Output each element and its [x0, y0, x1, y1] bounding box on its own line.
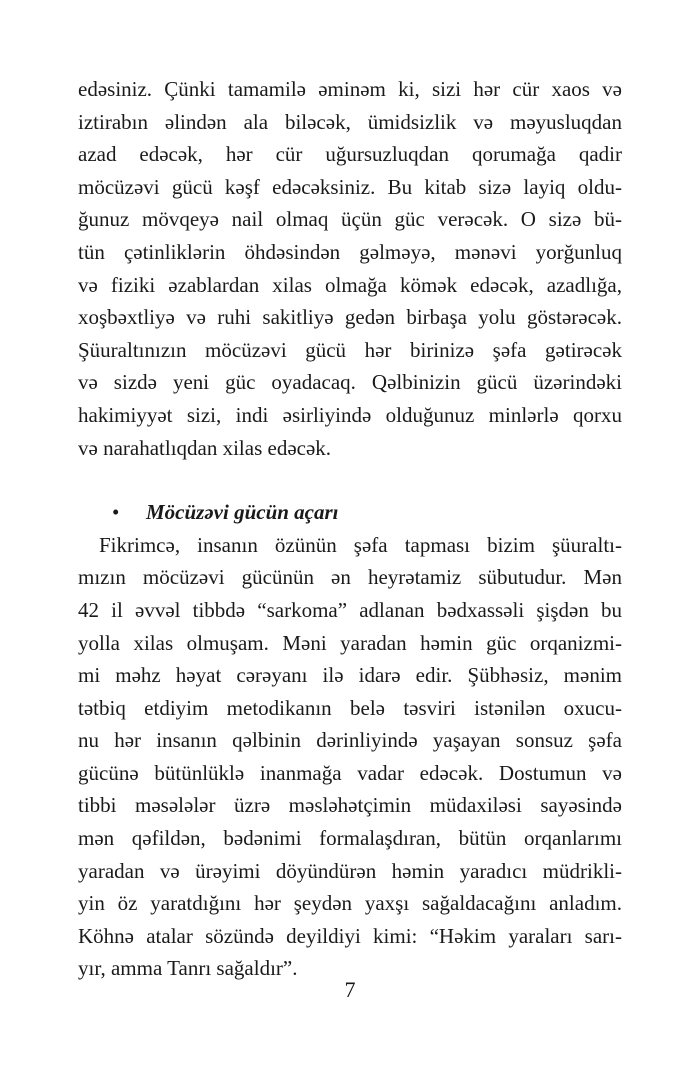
text-line: 42 il əvvəl tibbdə “sarkoma” adlanan bədxassəli şişdən bu: [78, 597, 622, 622]
text-line: tətbiq etdiyim metodikanın belə təsviri istənilən oxucu-: [78, 695, 622, 720]
paragraph-2: [78, 529, 622, 985]
text-line: tibbi məsələlər üzrə məsləhətçimin müdaxiləsi sayəsində: [78, 793, 622, 818]
text-line: gücünə bütünlüklə inanmağa vadar edəcək. Dostumun və: [78, 760, 622, 785]
text-line: Şüuraltınızın möcüzəvi gücü hər birinizə şəfa gətirəcək: [78, 337, 622, 362]
paragraph-1: [78, 73, 622, 464]
text-line: yolla xilas olmuşam. Məni yaradan həmin güc orqanizmi-: [78, 630, 622, 655]
text-line: və sizdə yeni güc oyadacaq. Qəlbinizin gücü üzərindəki: [78, 370, 622, 395]
text-line: azad edəcək, hər cür uğursuzluqdan qorumağa qadir: [78, 142, 622, 167]
section-heading-text: Möcüzəvi gücün açarı: [146, 500, 339, 525]
text-line: mi məhz həyat cərəyanı ilə idarə edir. Şübhəsiz, mənim: [78, 663, 622, 688]
page-number: 7: [344, 977, 356, 1002]
text-line: mən qəfildən, bədənimi formalaşdıran, bütün orqanlarımı: [78, 826, 622, 851]
bullet-icon: •: [112, 500, 120, 525]
text-line: nu hər insanın qəlbinin dərinliyində yaşayan sonsuz şəfa: [78, 728, 622, 753]
paragraph-gap: [78, 464, 622, 496]
text-line: Fikrimcə, insanın özünün şəfa tapması bizim şüuraltı-: [99, 532, 622, 557]
text-line: və narahatlıqdan xilas edəcək.: [78, 435, 332, 460]
text-line: edəsiniz. Çünki tamamilə əminəm ki, sizi hər cür xaos və: [78, 77, 622, 101]
text-line: mızın möcüzəvi gücünün ən heyrətamiz sübutudur. Mən: [78, 565, 622, 590]
text-line: Köhnə atalar sözündə deyildiyi kimi: “Həkim yaraları sarı-: [78, 923, 622, 948]
page-body: [78, 73, 622, 985]
text-line: iztirabın əlindən ala biləcək, ümidsizlik və məyusluqdan: [78, 109, 622, 134]
text-line: yin öz yaratdığını hər şeydən yaxşı sağaldacağını anladım.: [78, 891, 622, 916]
text-line: yaradan və ürəyimi döyündürən həmin yaradıcı müdrikli-: [78, 858, 622, 883]
text-line: möcüzəvi gücü kəşf edəcəksiniz. Bu kitab sizə layiq oldu-: [78, 174, 622, 199]
text-line: tün çətinliklərin öhdəsindən gəlməyə, mənəvi yorğunluq: [78, 239, 622, 264]
text-line: hakimiyyət sizi, indi əsirliyində olduğunuz minlərlə qorxu: [78, 402, 622, 427]
text-line: xoşbəxtliyə və ruhi sakitliyə gedən birbaşa yolu göstərəcək.: [78, 305, 622, 330]
text-line: ğunuz mövqeyə nail olmaq üçün güc verəcək. O sizə bü-: [78, 207, 622, 232]
text-line: yır, amma Tanrı sağaldır”.: [78, 956, 298, 981]
section-heading: [78, 496, 622, 529]
text-line: və fiziki əzablardan xilas olmağa kömək edəcək, azadlığa,: [78, 272, 622, 297]
